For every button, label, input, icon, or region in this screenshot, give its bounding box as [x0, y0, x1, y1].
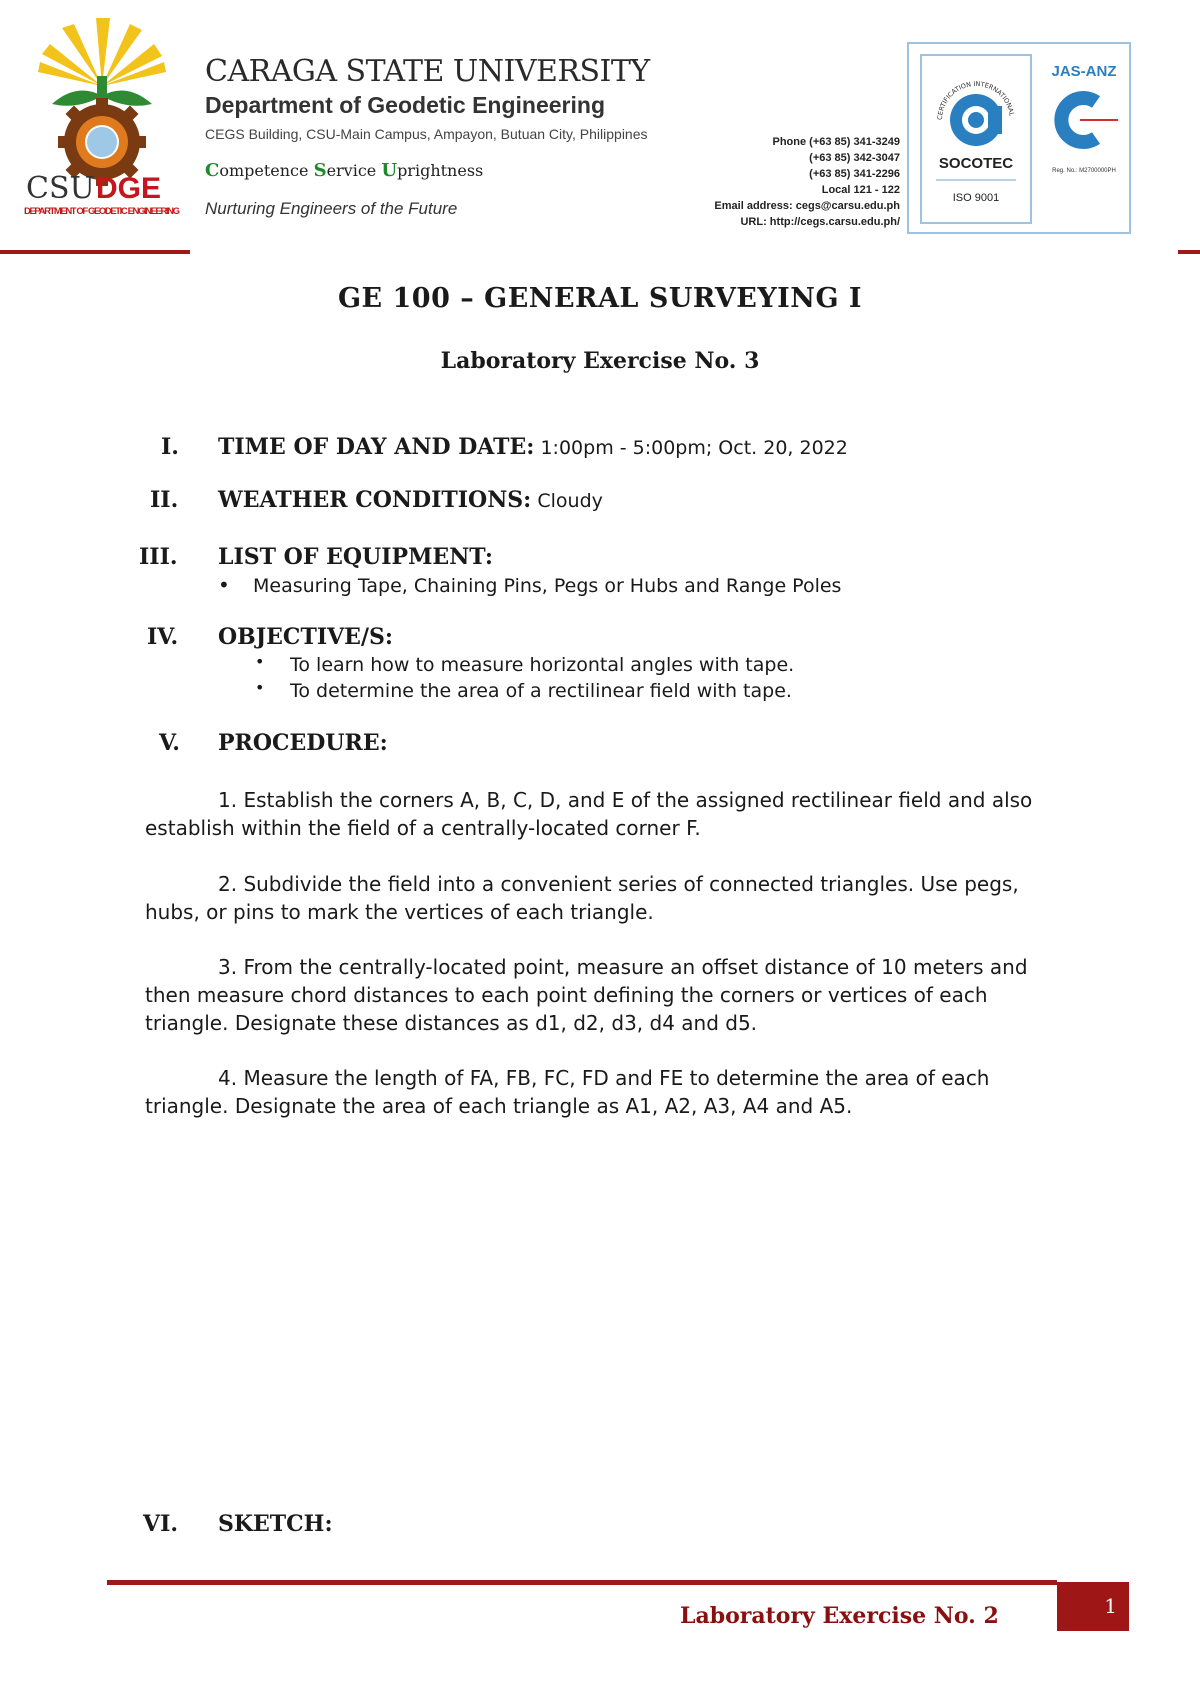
jas-anz-logo [1040, 58, 1128, 188]
contact-phone: (+63 85) 341-2296 [809, 168, 900, 180]
procedure-step: 2. Subdivide the field into a convenient series of connected triangles. Use pegs, hubs, or pins to mark the vertices of each triangle. [145, 872, 1019, 924]
socotec-icon [950, 94, 1002, 146]
section-weather: WEATHER CONDITIONS: Cloudy [218, 487, 603, 513]
university-motto: Competence Service Uprightness [205, 160, 484, 181]
logo-csu-text: CSU [26, 171, 95, 206]
section-equipment: LIST OF EQUIPMENT: [218, 544, 494, 570]
contact-block [700, 134, 900, 230]
university-name: CARAGA STATE UNIVERSITY [205, 54, 650, 89]
procedure-step: 4. Measure the length of FA, FB, FC, FD and FE to determine the area of each triangle. Designate the area of each triangle as A1, A2, A3, A4 and A5. [145, 1066, 990, 1118]
footer-label: Laboratory Exercise No. 2 [680, 1603, 999, 1629]
logo-caption: DEPARTMENT OF GEODETIC ENGINEERING [24, 206, 180, 217]
jas-anz-label: JAS-ANZ [1051, 63, 1117, 80]
section-objectives: OBJECTIVE/S: [218, 624, 393, 650]
page-subtitle: Laboratory Exercise No. 3 [440, 348, 760, 374]
page-number: 1 [1057, 1582, 1129, 1631]
bullet-icon: • [255, 652, 265, 671]
section-number: II. [150, 487, 179, 513]
section-number: III. [139, 544, 178, 570]
weather-value: Cloudy [531, 490, 603, 512]
section-procedure: PROCEDURE: [218, 730, 388, 756]
contact-phone: (+63 85) 342-3047 [809, 152, 900, 164]
equipment-item: Measuring Tape, Chaining Pins, Pegs or Hubs and Range Poles [253, 575, 842, 597]
contact-local: Local 121 - 122 [821, 184, 900, 196]
section-number: VI. [143, 1511, 179, 1537]
sun-rays-icon [38, 18, 166, 86]
procedure-step: 1. Establish the corners A, B, C, D, and E of the assigned rectilinear field and also establish within the field of a centrally-located corner F. [145, 788, 1033, 840]
department-address: CEGS Building, CSU-Main Campus, Ampayon, Butuan City, Philippines [205, 126, 648, 142]
registration-number: Reg. No.: M2700000PH [1052, 168, 1116, 174]
header-divider-right [1178, 250, 1200, 254]
section-sketch: SKETCH: [218, 1511, 333, 1537]
procedure-step: 3. From the centrally-located point, measure an offset distance of 10 meters and then measure chord distances to each point defining the corners or vertices of each triangle. Designate these distances as d1, d2, d3, d4 and d5. [145, 955, 1028, 1035]
department-name: Department of Geodetic Engineering [205, 92, 605, 118]
jas-anz-icon [1061, 98, 1118, 142]
contact-url: URL: http://cegs.carsu.edu.ph/ [740, 216, 900, 228]
certification-ring-text: CERTIFICATION INTERNATIONAL [935, 79, 1016, 121]
section-time-date: TIME OF DAY AND DATE: 1:00pm - 5:00pm; Oct. 20, 2022 [218, 434, 848, 460]
csu-logo [22, 14, 182, 224]
section-number: IV. [147, 624, 179, 650]
section-number: I. [161, 434, 179, 460]
list-item: • [218, 573, 230, 597]
socotec-label: SOCOTEC [938, 155, 1014, 172]
time-date-value: 1:00pm - 5:00pm; Oct. 20, 2022 [534, 437, 848, 459]
logo-dge-text: DGE [96, 172, 162, 205]
section-number: V. [159, 730, 180, 756]
contact-phone: Phone (+63 85) 341-3249 [772, 136, 900, 148]
contact-email: Email address: cegs@carsu.edu.ph [714, 200, 900, 212]
footer-divider [107, 1580, 1057, 1585]
header-divider-left [0, 250, 190, 254]
objective-item: To learn how to measure horizontal angles with tape. [290, 654, 795, 676]
page-title: GE 100 – GENERAL SURVEYING I [337, 283, 863, 314]
department-tagline: Nurturing Engineers of the Future [205, 199, 458, 218]
socotec-logo [922, 58, 1030, 208]
iso-label: ISO 9001 [952, 192, 1000, 204]
objective-item: To determine the area of a rectilinear field with tape. [290, 680, 792, 702]
bullet-icon: • [255, 678, 265, 697]
